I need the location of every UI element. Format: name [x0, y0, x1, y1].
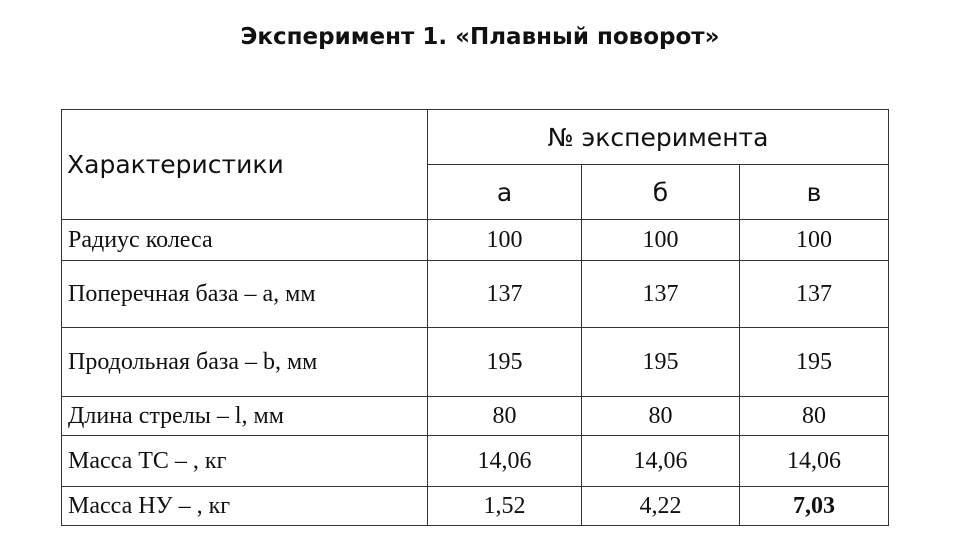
table-cell: 195	[428, 328, 582, 397]
table-cell: 195	[582, 328, 740, 397]
table-cell: 14,06	[428, 436, 582, 487]
table-cell: 80	[428, 397, 582, 436]
table-cell: 137	[740, 261, 889, 328]
column-header-v: в	[740, 165, 889, 220]
table-cell: 1,52	[428, 487, 582, 526]
table-cell: 80	[740, 397, 889, 436]
table-row	[62, 397, 889, 436]
row-label: Поперечная база – a, мм	[62, 261, 428, 328]
table-cell: 80	[582, 397, 740, 436]
table-cell: 137	[582, 261, 740, 328]
row-label: Продольная база – b, мм	[62, 328, 428, 397]
row-label: Масса НУ – , кг	[62, 487, 428, 526]
table-cell: 100	[428, 220, 582, 261]
row-label: Радиус колеса	[62, 220, 428, 261]
page-title: Эксперимент 1. «Плавный поворот»	[240, 24, 720, 50]
table-cell: 195	[740, 328, 889, 397]
table-row	[62, 220, 889, 261]
column-header-b: б	[582, 165, 740, 220]
table-header-row	[62, 110, 889, 165]
row-label: Длина стрелы – l, мм	[62, 397, 428, 436]
characteristics-header: Характеристики	[62, 110, 428, 220]
experiment-table	[61, 109, 889, 526]
table-cell: 14,06	[582, 436, 740, 487]
table-row	[62, 487, 889, 526]
table-row	[62, 261, 889, 328]
table-cell-highlighted: 7,03	[740, 487, 889, 526]
table-cell: 100	[740, 220, 889, 261]
table-row	[62, 328, 889, 397]
experiment-number-header: № эксперимента	[428, 110, 889, 165]
table-cell: 14,06	[740, 436, 889, 487]
table-cell: 137	[428, 261, 582, 328]
row-label: Масса ТС – , кг	[62, 436, 428, 487]
table-cell: 100	[582, 220, 740, 261]
column-header-a: а	[428, 165, 582, 220]
table-row	[62, 436, 889, 487]
table-cell: 4,22	[582, 487, 740, 526]
